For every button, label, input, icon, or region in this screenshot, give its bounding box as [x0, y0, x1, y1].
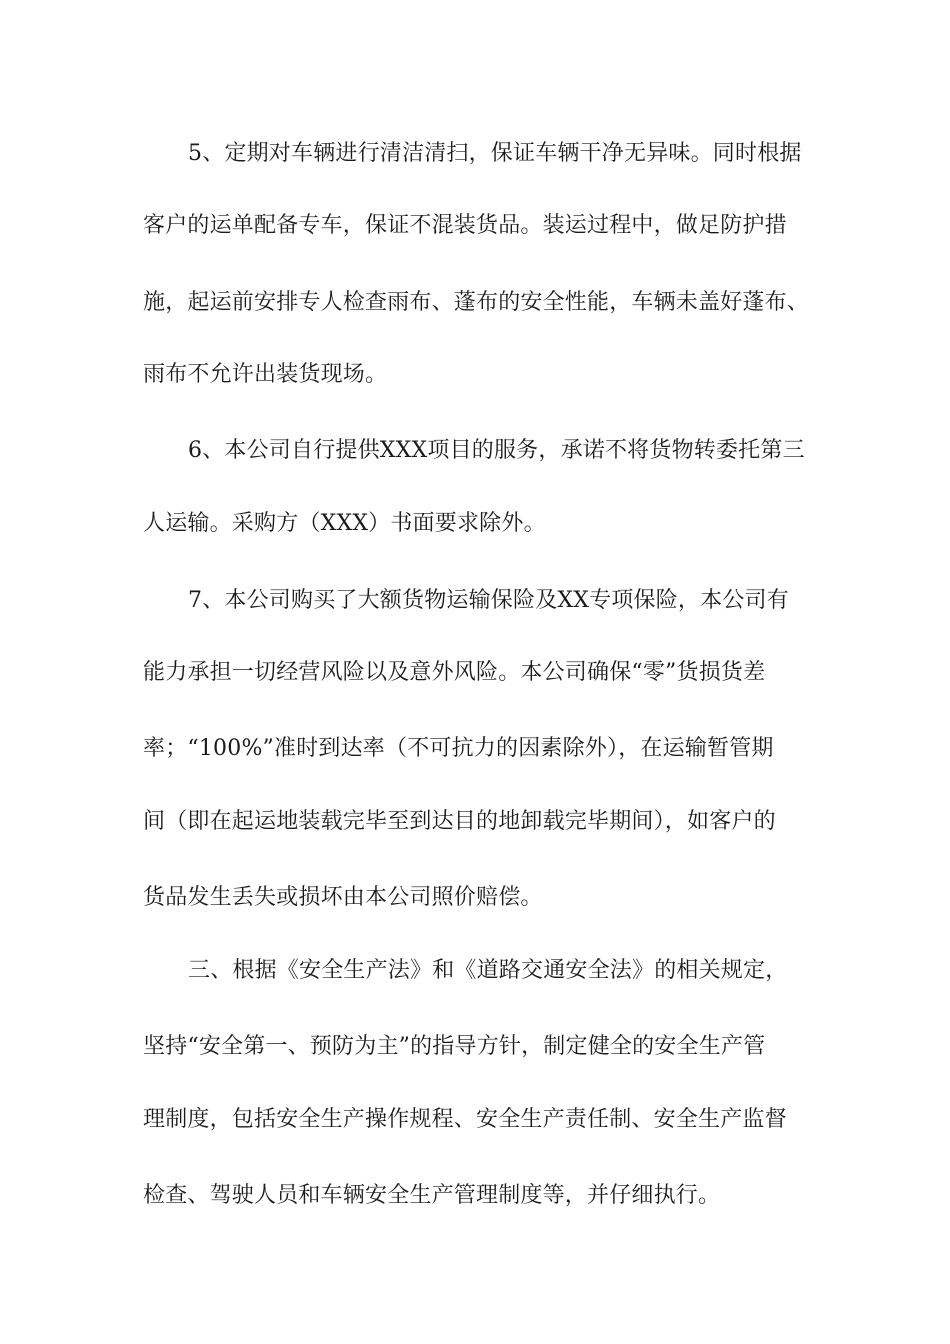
section-3-line-1: 三、根据《安全生产法》和《道路交通安全法》的相关规定， — [188, 958, 788, 983]
paragraph-7-line-4: 间（即在起运地装载完毕至到达目的地卸载完毕期间），如客户的 — [143, 809, 776, 834]
paragraph-5-line-3: 施，起运前安排专人检查雨布、蓬布的安全性能，车辆未盖好蓬布、 — [143, 290, 810, 315]
section-3-line-4: 检查、驾驶人员和车辆安全生产管理制度等，并仔细执行。 — [143, 1183, 721, 1208]
paragraph-6-line-1: 6、本公司自行提供XXX项目的服务，承诺不将货物转委托第三 — [188, 438, 805, 463]
paragraph-6-line-2: 人运输。采购方（XXX）书面要求除外。 — [143, 511, 546, 536]
paragraph-5-line-4: 雨布不允许出装货现场。 — [143, 362, 388, 387]
paragraph-5-line-2: 客户的运单配备专车，保证不混装货品。装运过程中，做足防护措 — [143, 213, 787, 238]
section-3-line-3: 理制度，包括安全生产操作规程、安全生产责任制、安全生产监督 — [143, 1107, 787, 1132]
paragraph-7-line-2: 能力承担一切经营风险以及意外风险。本公司确保“零”货损货差 — [143, 660, 766, 685]
paragraph-7-line-1: 7、本公司购买了大额货物运输保险及XX专项保险，本公司有 — [188, 588, 789, 613]
paragraph-7-line-5: 货品发生丢失或损坏由本公司照价赔偿。 — [143, 885, 543, 910]
section-3-line-2: 坚持“安全第一、预防为主”的指导方针，制定健全的安全生产管 — [143, 1034, 766, 1059]
paragraph-7-line-3: 率；“100%”准时到达率（不可抗力的因素除外），在运输暂管期 — [143, 736, 774, 761]
paragraph-5-line-1: 5、定期对车辆进行清洁清扫，保证车辆干净无异味。同时根据 — [188, 141, 802, 166]
